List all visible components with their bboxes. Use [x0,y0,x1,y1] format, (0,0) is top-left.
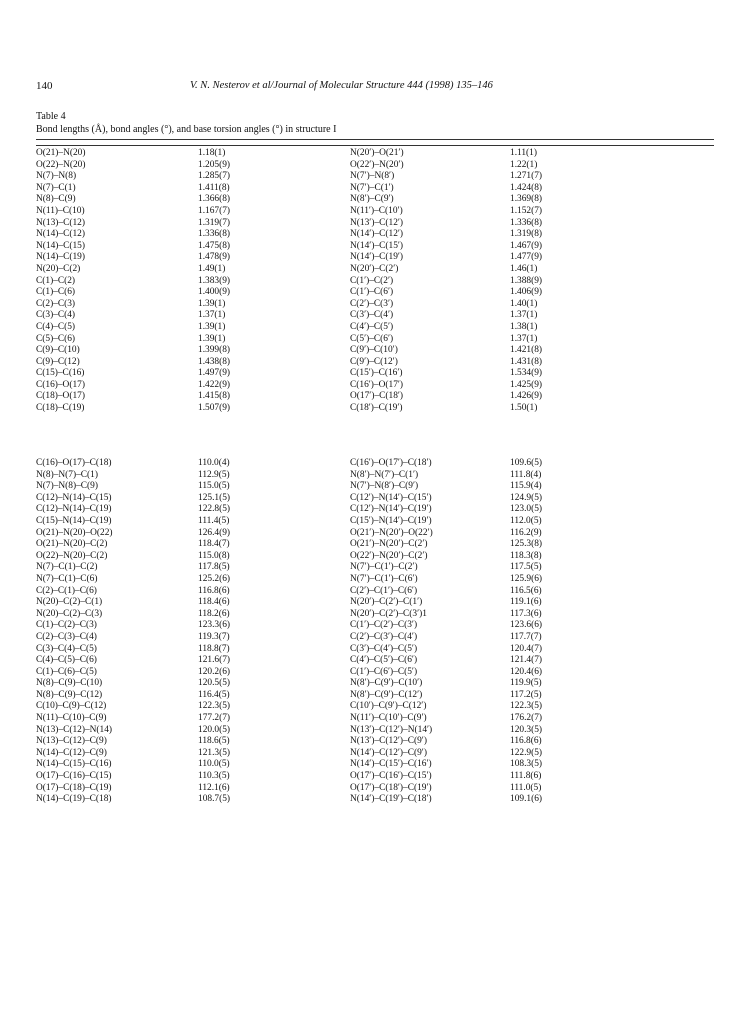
bond-label: N(7)–C(1)–C(6) [36,573,98,584]
bond-label-primed: O(17′)–C(18′)–C(19′) [350,782,432,793]
bond-value: 1.400(9) [198,287,231,298]
bond-label: C(2)–C(3) [36,298,76,309]
table-row [36,748,714,760]
bond-value: 121.3(5) [198,747,231,758]
bond-value-primed: 111.8(4) [510,469,542,480]
bond-label-primed: C(2′)–C(3′) [350,298,394,309]
bond-label-primed: N(20′)–C(2′)–C(1′) [350,597,423,608]
bond-label: C(12)–N(14)–C(15) [36,492,112,503]
bond-value: 1.39(1) [198,321,226,332]
bond-value: 1.475(8) [198,240,231,251]
bond-value-primed: 124.9(5) [510,492,543,503]
bond-value-primed: 111.0(5) [510,782,542,793]
bond-value-primed: 123.6(6) [510,620,543,631]
table-row [36,597,714,609]
bond-value: 118.6(5) [198,736,230,747]
bond-value: 1.438(8) [198,356,231,367]
bond-label: C(15)–N(14)–C(19) [36,515,112,526]
bond-value: 1.422(9) [198,379,231,390]
bond-label-primed: C(2′)–C(1′)–C(6′) [350,585,418,596]
table-row [36,391,714,403]
bond-label: N(13)–C(12)–N(14) [36,724,113,735]
table-row [36,458,714,470]
bond-label: N(14)–C(12) [36,229,85,240]
bond-value: 110.0(4) [198,458,230,468]
bond-label-primed: N(14′)–C(15′)–C(16′) [350,759,432,770]
bond-value: 1.205(9) [198,159,231,170]
bond-label-primed: N(11′)–C(10′) [350,205,403,216]
table-row [36,148,714,160]
bond-value-primed: 122.9(5) [510,747,543,758]
bond-value: 118.8(7) [198,643,230,654]
table-row [36,252,714,264]
bond-value: 1.49(1) [198,263,226,274]
bond-value: 115.0(8) [198,550,230,561]
bond-label-primed: C(9′)–C(12′) [350,356,398,367]
bond-label: N(8)–C(9)–C(10) [36,678,103,689]
bond-label-primed: O(22′)–N(20′)–C(2′) [350,550,428,561]
table-row [36,380,714,392]
bond-value-primed: 176.2(7) [510,713,543,724]
bond-value: 121.6(7) [198,655,231,666]
bond-label-primed: N(20′)–C(2′)–C(3′)1 [350,608,427,619]
bond-label-primed: C(5′)–C(6′) [350,333,394,344]
bond-label: O(22)–N(20) [36,159,86,170]
bond-value: 125.2(6) [198,573,231,584]
bond-value-primed: 125.9(6) [510,573,543,584]
bond-label: O(17)–C(18)–C(19) [36,782,112,793]
bond-label: C(9)–C(12) [36,356,80,367]
table-row [36,229,714,241]
bond-label: N(14)–C(15) [36,240,85,251]
bond-label-primed: C(16′)–O(17′)–C(18′) [350,458,432,468]
table-label: Table 4 [36,111,66,122]
bond-value: 122.8(5) [198,504,231,515]
bond-label: N(7)–C(1) [36,182,76,193]
bond-label-primed: C(1′)–C(2′) [350,275,394,286]
bond-label: C(16)–O(17) [36,379,85,390]
table-row [36,504,714,516]
bond-value: 1.383(9) [198,275,231,286]
table-caption: Bond lengths (Å), bond angles (°), and base torsion angles (°) in structure I [36,124,337,135]
bond-value: 117.8(5) [198,562,230,573]
bond-value: 119.3(7) [198,631,230,642]
bond-value-primed: 1.22(1) [510,159,538,170]
bond-value: 1.319(7) [198,217,231,228]
bond-value-primed: 1.425(9) [510,379,543,390]
bond-value: 1.336(8) [198,229,231,240]
bond-label: O(21)–N(20)–O(22) [36,527,113,538]
bond-value: 116.4(5) [198,689,230,700]
bond-value-primed: 1.421(8) [510,345,543,356]
table-row [36,322,714,334]
bond-label-primed: C(3′)–C(4′) [350,310,394,321]
bond-value: 112.1(6) [198,782,230,793]
table-row [36,794,714,806]
table-row [36,206,714,218]
bond-label-primed: C(4′)–C(5′)–C(6′) [350,655,418,666]
bond-label-primed: N(13′)–C(12′)–N(14′) [350,724,433,735]
bond-label: N(11)–C(10)–C(9) [36,713,107,724]
table-row [36,655,714,667]
bond-label: C(1)–C(6) [36,287,76,298]
table-row [36,470,714,482]
table-row [36,160,714,172]
table-top-rule [36,139,714,140]
bond-label: C(3)–C(4) [36,310,76,321]
bond-value-primed: 111.8(6) [510,771,542,782]
bond-label-primed: N(14′)–C(12′)–C(9′) [350,747,427,758]
table-row [36,551,714,563]
bond-value: 118.2(6) [198,608,230,619]
bond-label-primed: C(12′)–N(14′)–C(15′) [350,492,432,503]
bond-value-primed: 1.46(1) [510,263,538,274]
bond-value: 116.8(6) [198,585,230,596]
bond-label-primed: C(2′)–C(3′)–C(4′) [350,631,418,642]
bond-label-primed: N(7′)–C(1′) [350,182,394,193]
bond-value-primed: 122.3(5) [510,701,543,712]
bond-label-primed: N(20′)–O(21′) [350,148,404,158]
bond-value: 110.0(5) [198,759,230,770]
table-row [36,310,714,322]
bond-label: N(14)–C(15)–C(16) [36,759,112,770]
table-row [36,403,714,415]
bond-value-primed: 1.424(8) [510,182,543,193]
table-row [36,516,714,528]
bond-value-primed: 1.37(1) [510,310,538,321]
bond-label: C(1)–C(2)–C(3) [36,620,97,631]
bond-value-primed: 1.319(8) [510,229,543,240]
bond-label-primed: N(8′)–C(9′)–C(10′) [350,678,423,689]
bond-value: 122.3(5) [198,701,231,712]
bond-label: C(9)–C(10) [36,345,80,356]
table-row [36,357,714,369]
table-row [36,287,714,299]
table-row [36,609,714,621]
bond-value-primed: 123.0(5) [510,504,543,515]
bond-label-primed: N(7′)–N(8′)–C(9′) [350,481,419,492]
bond-value: 1.39(1) [198,298,226,309]
bond-value: 1.37(1) [198,310,226,321]
table-row [36,574,714,586]
bond-label: N(20)–C(2) [36,263,81,274]
bond-value: 120.5(5) [198,678,231,689]
bond-value-primed: 1.534(9) [510,368,543,379]
bond-label-primed: C(10′)–C(9′)–C(12′) [350,701,427,712]
bond-value-primed: 120.4(7) [510,643,543,654]
bond-value: 118.4(7) [198,539,230,550]
bond-label-primed: O(21′)–N(20′)–O(22′) [350,527,433,538]
table-row [36,678,714,690]
bond-value-primed: 1.388(9) [510,275,543,286]
table-row [36,632,714,644]
bond-value: 1.39(1) [198,333,226,344]
bond-value: 1.507(9) [198,403,231,414]
bond-label: N(14)–C(19)–C(18) [36,794,112,805]
table-row [36,299,714,311]
bond-label-primed: N(20′)–C(2′) [350,263,399,274]
bond-value: 177.2(7) [198,713,231,724]
bond-value: 123.3(6) [198,620,231,631]
table-row [36,586,714,598]
bond-label-primed: C(12′)–N(14′)–C(19′) [350,504,432,515]
bond-label: C(4)–C(5) [36,321,76,332]
bond-label-primed: N(7′)–C(1′)–C(2′) [350,562,418,573]
bond-value: 1.366(8) [198,194,231,205]
bond-label: O(17)–C(16)–C(15) [36,771,112,782]
bond-value: 1.411(8) [198,182,230,193]
bond-value-primed: 108.3(5) [510,759,543,770]
bond-value: 1.415(8) [198,391,231,402]
bond-value-primed: 116.2(9) [510,527,542,538]
table-row [36,736,714,748]
bond-label-primed: O(17′)–C(18′) [350,391,404,402]
bond-label: C(16)–O(17)–C(18) [36,458,112,468]
bond-label: N(7)–N(8) [36,171,77,182]
table-row [36,264,714,276]
bond-value-primed: 109.1(6) [510,794,543,805]
bond-label: N(14)–C(12)–C(9) [36,747,107,758]
bond-value: 1.478(9) [198,252,231,263]
bond-value-primed: 1.406(9) [510,287,543,298]
bond-value: 111.4(5) [198,515,230,526]
bond-label-primed: C(1′)–C(6′) [350,287,394,298]
bond-label-primed: N(7′)–C(1′)–C(6′) [350,573,418,584]
bond-label: O(21)–N(20)–C(2) [36,539,108,550]
bond-value-primed: 1.477(9) [510,252,543,263]
bond-value: 115.0(5) [198,481,230,492]
bond-label-primed: N(14′)–C(12′) [350,229,404,240]
table-row [36,701,714,713]
bond-label-primed: N(8′)–N(7′)–C(1′) [350,469,419,480]
bond-value-primed: 117.2(5) [510,689,542,700]
bond-value-primed: 117.3(6) [510,608,542,619]
bond-value-primed: 1.152(7) [510,205,543,216]
table-row [36,759,714,771]
bond-value-primed: 116.5(6) [510,585,542,596]
bond-value-primed: 112.0(5) [510,515,542,526]
bond-label: N(20)–C(2)–C(1) [36,597,103,608]
bond-value: 1.399(8) [198,345,231,356]
bond-value-primed: 116.8(6) [510,736,542,747]
bond-label: C(2)–C(1)–C(6) [36,585,97,596]
table-row [36,667,714,679]
bond-label: C(18)–C(19) [36,403,85,414]
bond-label-primed: C(4′)–C(5′) [350,321,394,332]
bond-label: O(21)–N(20) [36,148,86,158]
bond-label: C(1)–C(6)–C(5) [36,666,97,677]
bond-value-primed: 1.50(1) [510,403,538,414]
table-row [36,241,714,253]
bond-value-primed: 1.38(1) [510,321,538,332]
bond-label-primed: N(8′)–C(9′) [350,194,394,205]
table-row [36,771,714,783]
bond-angles-block [36,458,714,806]
bond-label: C(10)–C(9)–C(12) [36,701,107,712]
bond-value: 125.1(5) [198,492,231,503]
bond-value-primed: 1.11(1) [510,148,537,158]
bond-label: C(2)–C(3)–C(4) [36,631,97,642]
bond-label-primed: C(1′)–C(2′)–C(3′) [350,620,418,631]
bond-label: C(12)–N(14)–C(19) [36,504,112,515]
bond-value-primed: 120.3(5) [510,724,543,735]
page-number: 140 [36,80,53,92]
bond-label: N(11)–C(10) [36,205,85,216]
bond-label: N(13)–C(12)–C(9) [36,736,107,747]
table-row [36,528,714,540]
bond-label-primed: N(13′)–C(12′) [350,217,404,228]
bond-label: N(20)–C(2)–C(3) [36,608,103,619]
bond-value-primed: 1.336(8) [510,217,543,228]
bond-label: C(15)–C(16) [36,368,85,379]
table-header-rule [36,145,714,146]
bond-value-primed: 119.1(6) [510,597,542,608]
bond-label: C(18)–O(17) [36,391,85,402]
bond-value: 1.167(7) [198,205,231,216]
bond-lengths-block [36,148,714,415]
table-row [36,171,714,183]
table-row [36,218,714,230]
bond-value: 1.285(7) [198,171,231,182]
table-row [36,334,714,346]
bond-label-primed: C(16′)–O(17′) [350,379,404,390]
table-row [36,194,714,206]
bond-label-primed: C(1′)–C(6′)–C(5′) [350,666,418,677]
bond-label-primed: O(22′)–N(20′) [350,159,404,170]
bond-value-primed: 118.3(8) [510,550,542,561]
bond-value: 108.7(5) [198,794,231,805]
bond-label-primed: C(15′)–C(16′) [350,368,403,379]
table-row [36,481,714,493]
table-row [36,539,714,551]
table-row [36,276,714,288]
bond-label-primed: N(14′)–C(19′) [350,252,404,263]
table-row [36,493,714,505]
table-row [36,368,714,380]
bond-value: 110.3(5) [198,771,230,782]
bond-label-primed: N(7′)–N(8′) [350,171,395,182]
table-row [36,620,714,632]
bond-value-primed: 1.40(1) [510,298,538,309]
bond-label-primed: N(14′)–C(19′)–C(18′) [350,794,432,805]
bond-value: 118.4(6) [198,597,230,608]
bond-label: N(8)–C(9) [36,194,76,205]
bond-label-primed: N(8′)–C(9′)–C(12′) [350,689,423,700]
bond-value-primed: 125.3(8) [510,539,543,550]
bond-label: C(3)–C(4)–C(5) [36,643,97,654]
bond-label: N(8)–C(9)–C(12) [36,689,103,700]
bond-value-primed: 120.4(6) [510,666,543,677]
bond-value-primed: 1.431(8) [510,356,543,367]
bond-value-primed: 109.6(5) [510,458,543,468]
bond-value-primed: 119.9(5) [510,678,542,689]
table-row [36,783,714,795]
bond-value-primed: 1.467(9) [510,240,543,251]
bond-label: N(14)–C(19) [36,252,85,263]
bond-label-primed: N(13′)–C(12′)–C(9′) [350,736,427,747]
bond-label: C(1)–C(2) [36,275,76,286]
bond-value: 120.0(5) [198,724,231,735]
bond-value: 126.4(9) [198,527,231,538]
bond-label-primed: C(3′)–C(4′)–C(5′) [350,643,418,654]
bond-label-primed: O(21′)–N(20′)–C(2′) [350,539,428,550]
bond-value-primed: 117.7(7) [510,631,542,642]
bond-label: O(22)–N(20)–C(2) [36,550,108,561]
bond-value-primed: 1.426(9) [510,391,543,402]
table-row [36,562,714,574]
bond-value: 112.9(5) [198,469,230,480]
bond-label-primed: N(14′)–C(15′) [350,240,404,251]
bond-label: N(7)–N(8)–C(9) [36,481,98,492]
bond-value: 1.497(9) [198,368,231,379]
table-row [36,644,714,656]
bond-value-primed: 121.4(7) [510,655,543,666]
bond-value-primed: 115.9(4) [510,481,542,492]
bond-value-primed: 1.37(1) [510,333,538,344]
bond-label: N(13)–C(12) [36,217,85,228]
bond-label: C(5)–C(6) [36,333,76,344]
table-row [36,725,714,737]
bond-label-primed: O(17′)–C(16′)–C(15′) [350,771,432,782]
bond-label-primed: C(18′)–C(19′) [350,403,403,414]
bond-label-primed: C(15′)–N(14′)–C(19′) [350,515,432,526]
bond-label-primed: N(11′)–C(10′)–C(9′) [350,713,427,724]
bond-label: N(8)–N(7)–C(1) [36,469,98,480]
table-row [36,183,714,195]
table-row [36,690,714,702]
bond-label: C(4)–C(5)–C(6) [36,655,97,666]
bond-value-primed: 1.271(7) [510,171,543,182]
bond-label-primed: C(9′)–C(10′) [350,345,398,356]
bond-label: N(7)–C(1)–C(2) [36,562,98,573]
bond-value-primed: 117.5(5) [510,562,542,573]
bond-value: 120.2(6) [198,666,231,677]
running-head: V. N. Nesterov et al/Journal of Molecular Structure 444 (1998) 135–146 [190,80,493,91]
table-row [36,345,714,357]
bond-value: 1.18(1) [198,148,226,158]
bond-value-primed: 1.369(8) [510,194,543,205]
table-row [36,713,714,725]
